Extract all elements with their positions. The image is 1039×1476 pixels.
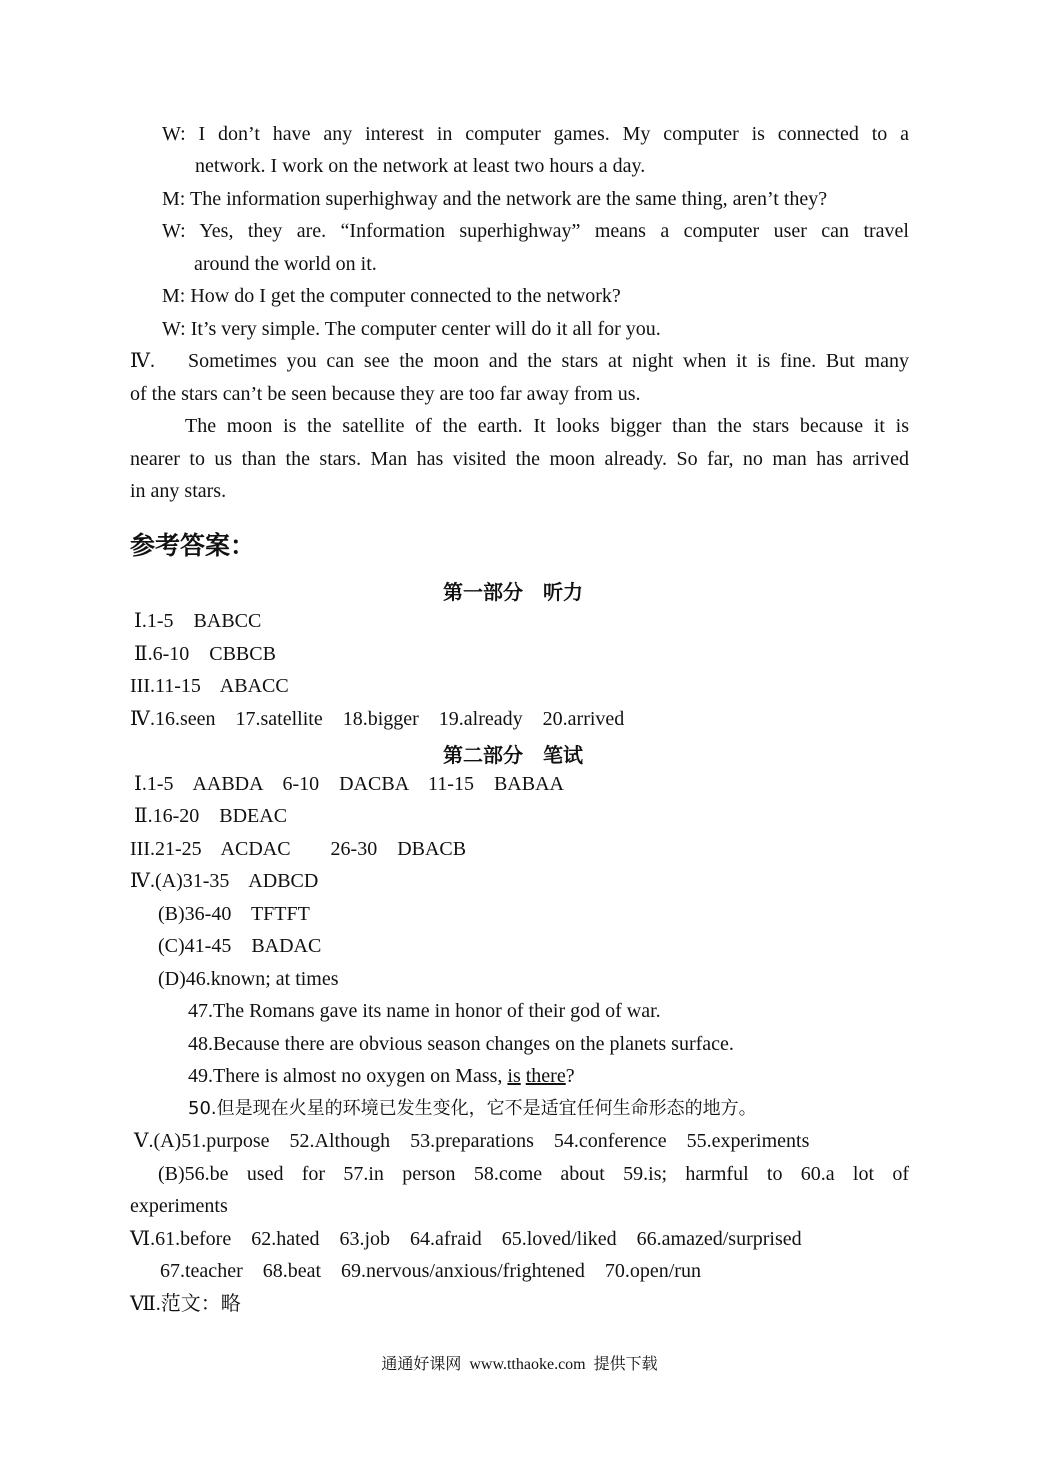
answer-line: 67.teacher 68.beat 69.nervous/anxious/frightened 70.open/run <box>160 1260 701 1282</box>
answer-line: (D)46.known; at times <box>158 968 339 990</box>
answer-line: Ⅱ.16-20 BDEAC <box>134 805 288 827</box>
q49-there: there <box>525 1065 566 1087</box>
passage-line: The moon is the satellite of the earth. It looks bigger than the stars because it is <box>185 415 909 437</box>
passage-number: Ⅳ. <box>130 350 155 372</box>
dialogue-line: M: The information superhighway and the network are the same thing, aren’t they? <box>162 188 828 210</box>
q49-suffix: ? <box>565 1065 575 1087</box>
answer-line: III.21-25 ACDAC 26-30 DBACB <box>130 838 467 860</box>
part1-title: 第一部分 听力 <box>443 580 583 604</box>
answer-line: Ⅱ.6-10 CBBCB <box>134 643 276 665</box>
dialogue-line: W: It’s very simple. The computer center will do it all for you. <box>162 318 661 340</box>
answer-line: Ⅵ.61.before 62.hated 63.job 64.afraid 65.loved/liked 66.amazed/surprised <box>130 1228 802 1250</box>
answer-line: (B)56.be used for 57.in person 58.come about 59.is; harmful to 60.a lot of <box>158 1163 909 1185</box>
passage-line: nearer to us than the stars. Man has visited the moon already. So far, no man has arrived <box>130 448 909 470</box>
dialogue-line: around the world on it. <box>194 253 377 275</box>
dialogue-line: network. I work on the network at least two hours a day. <box>195 155 646 177</box>
answer-line: 47.The Romans gave its name in honor of their god of war. <box>188 1000 661 1022</box>
answer-line: Ⅶ.范文：略 <box>130 1293 241 1315</box>
dialogue-line: M: How do I get the computer connected to the network? <box>162 285 621 307</box>
answer-line: Ⅰ.1-5 BABCC <box>134 610 262 632</box>
q49-is: is <box>507 1065 521 1087</box>
passage-line: in any stars. <box>130 480 227 502</box>
dialogue-line: W: Yes, they are. “Information superhighway” means a computer user can travel <box>162 220 909 242</box>
answer-line: III.11-15 ABACC <box>130 675 289 697</box>
answer-line: 48.Because there are obvious season changes on the planets surface. <box>188 1033 734 1055</box>
page-footer: 通通好课网 www.tthaoke.com 提供下载 <box>381 1356 658 1373</box>
answer-line: (B)36-40 TFTFT <box>158 903 310 925</box>
answer-line-50: 50.但是现在火星的环境已发生变化，它不是适宜任何生命形态的地方。 <box>188 1098 757 1119</box>
answers-heading: 参考答案： <box>130 531 256 560</box>
answer-line: Ⅳ.(A)31-35 ADBCD <box>130 870 319 892</box>
q49-prefix: 49.There is almost no oxygen on Mass, <box>188 1065 508 1087</box>
passage-line: Sometimes you can see the moon and the stars at night when it is fine. But many <box>188 350 909 372</box>
answer-line: Ⅴ.(A)51.purpose 52.Although 53.preparations 54.conference 55.experiments <box>134 1130 810 1152</box>
passage-line: of the stars can’t be seen because they are too far away from us. <box>130 383 641 405</box>
part2-title: 第二部分 笔试 <box>443 743 583 767</box>
answer-line-49 <box>188 1064 575 1088</box>
answer-line: Ⅳ.16.seen 17.satellite 18.bigger 19.already 20.arrived <box>130 708 625 730</box>
answer-line: (C)41-45 BADAC <box>158 935 322 957</box>
answer-line: Ⅰ.1-5 AABDA 6-10 DACBA 11-15 BABAA <box>134 773 564 795</box>
dialogue-line: W: I don’t have any interest in computer games. My computer is connected to a <box>162 123 909 145</box>
answer-line: experiments <box>130 1195 228 1217</box>
